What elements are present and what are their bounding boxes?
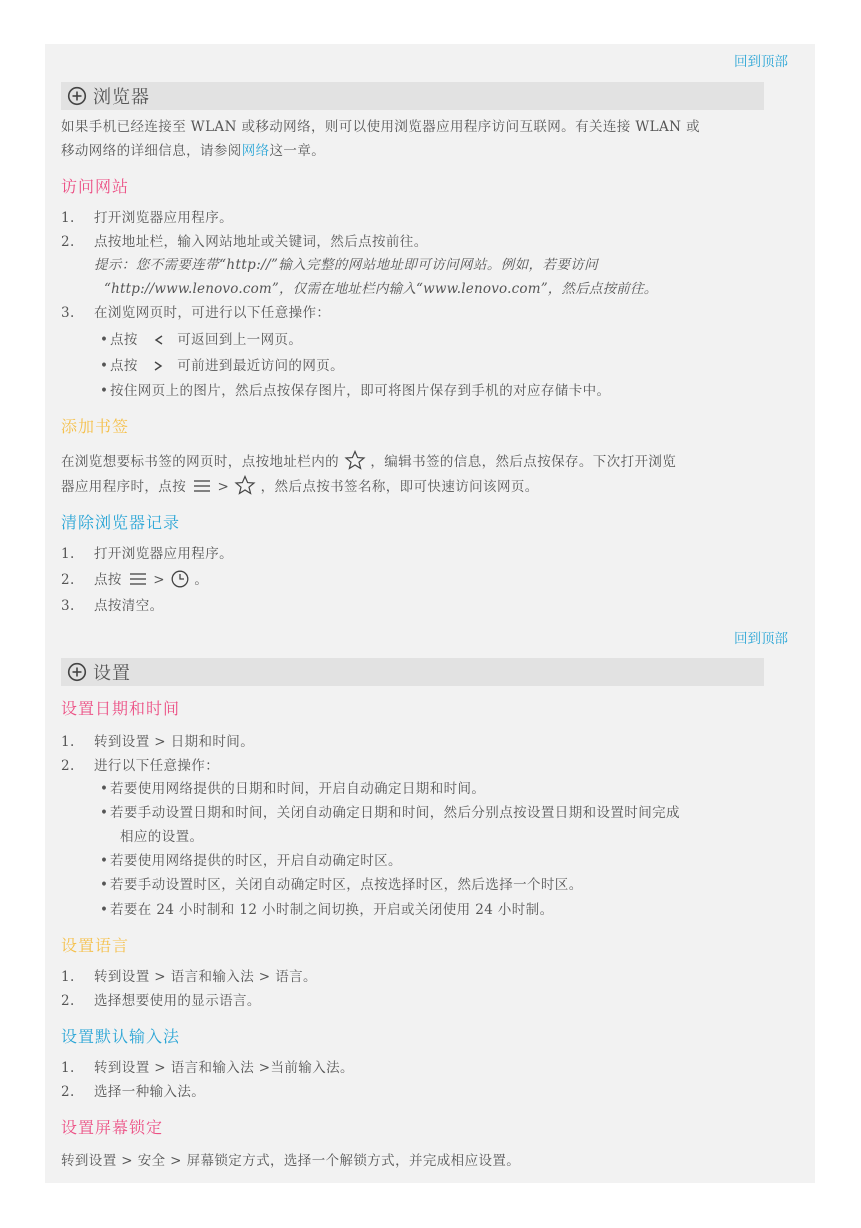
datetime-bullet-5 bbox=[100, 901, 553, 919]
step-number: 3. bbox=[61, 598, 75, 614]
bookmark-line-2 bbox=[61, 478, 539, 496]
step-number: 1. bbox=[61, 210, 75, 226]
bookmark-line-1 bbox=[61, 453, 676, 471]
bullet: • bbox=[100, 781, 109, 797]
clear-step-1 bbox=[61, 545, 233, 563]
section-bar-browser[interactable] bbox=[61, 82, 764, 110]
separator: > bbox=[153, 572, 165, 588]
step-number: 2. bbox=[61, 993, 75, 1009]
visit-step-3 bbox=[61, 304, 330, 322]
visit-bullet-forward bbox=[100, 357, 344, 375]
expand-plus-icon[interactable] bbox=[67, 662, 87, 682]
page bbox=[45, 44, 815, 1183]
heading-default-ime: 设置默认输入法 bbox=[61, 1027, 181, 1046]
heading-clear-history: 清除浏览器记录 bbox=[61, 513, 181, 532]
browser-intro-line-2 bbox=[61, 142, 325, 160]
step-text: 转到设置 > 日期和时间。 bbox=[94, 734, 255, 750]
forward-chevron-icon bbox=[143, 360, 173, 374]
bullet: • bbox=[100, 332, 109, 348]
section-title: 设置 bbox=[93, 663, 131, 684]
bullet: • bbox=[100, 383, 109, 399]
language-step-1 bbox=[61, 968, 317, 986]
heading-set-datetime: 设置日期和时间 bbox=[61, 699, 181, 718]
step-text: 打开浏览器应用程序。 bbox=[94, 210, 233, 226]
intro-text: 移动网络的详细信息，请参阅 bbox=[61, 143, 242, 159]
heading-set-language: 设置语言 bbox=[61, 936, 130, 955]
clear-step-3 bbox=[61, 597, 164, 615]
bullet-text: 按住网页上的图片，然后点按保存图片，即可将图片保存到手机的对应存储卡中。 bbox=[110, 383, 611, 399]
intro-text-end: 这一章。 bbox=[269, 143, 326, 159]
bullet-text: 若要使用网络提供的日期和时间，开启自动确定日期和时间。 bbox=[110, 781, 486, 797]
step-number: 3. bbox=[61, 305, 75, 321]
screen-lock-line: 转到设置 > 安全 > 屏幕锁定方式，选择一个解锁方式，并完成相应设置。 bbox=[61, 1153, 521, 1169]
step-number: 1. bbox=[61, 546, 75, 562]
bullet-text: 若要手动设置日期和时间，关闭自动确定日期和时间，然后分别点按设置日期和设置时间完成 bbox=[110, 805, 680, 821]
heading-screen-lock: 设置屏幕锁定 bbox=[61, 1118, 164, 1137]
ime-step-2 bbox=[61, 1083, 205, 1101]
visit-tip-line-1: 提示：您不需要连带“http://”输入完整的网站地址即可访问网站。例如，若要访问 bbox=[94, 257, 599, 273]
step-text: 转到设置 > 语言和输入法 >当前输入法。 bbox=[94, 1060, 354, 1076]
step-number: 1. bbox=[61, 969, 75, 985]
step-number: 2. bbox=[61, 572, 75, 588]
bullet-text: 若要手动设置时区，关闭自动确定时区，点按选择时区，然后选择一个时区。 bbox=[110, 877, 583, 893]
back-to-top-link[interactable]: 回到顶部 bbox=[734, 54, 788, 70]
bookmark-text-end: ，编辑书签的信息，然后点按保存。下次打开浏览 bbox=[370, 454, 677, 470]
bullet-text: 点按 bbox=[110, 332, 138, 348]
separator: > bbox=[217, 479, 230, 495]
heading-add-bookmark: 添加书签 bbox=[61, 417, 130, 436]
step-text: 选择一种输入法。 bbox=[94, 1084, 206, 1100]
menu-icon bbox=[191, 478, 213, 494]
bookmark-text-end: ，然后点按书签名称，即可快速访问该网页。 bbox=[260, 479, 539, 495]
menu-icon bbox=[127, 571, 149, 587]
bullet-text: 若要在 24 小时制和 12 小时制之间切换，开启或关闭使用 24 小时制。 bbox=[110, 902, 554, 918]
step-text: 选择想要使用的显示语言。 bbox=[94, 993, 261, 1009]
bullet-text: 点按 bbox=[110, 358, 138, 374]
step-text: 打开浏览器应用程序。 bbox=[94, 546, 233, 562]
step-number: 1. bbox=[61, 1060, 75, 1076]
clear-step-2 bbox=[61, 571, 208, 589]
language-step-2 bbox=[61, 992, 261, 1010]
step-number: 2. bbox=[61, 1084, 75, 1100]
datetime-bullet-2-cont: 相应的设置。 bbox=[120, 829, 204, 845]
step-text: 点按 bbox=[94, 572, 122, 588]
datetime-bullet-3 bbox=[100, 852, 402, 870]
visit-step-1 bbox=[61, 209, 233, 227]
bullet: • bbox=[100, 805, 109, 821]
section-bar-settings[interactable] bbox=[61, 658, 764, 686]
datetime-bullet-2 bbox=[100, 804, 680, 822]
visit-bullet-back bbox=[100, 331, 302, 349]
heading-visit-website: 访问网站 bbox=[61, 177, 130, 196]
ime-step-1 bbox=[61, 1059, 354, 1077]
step-number: 1. bbox=[61, 734, 75, 750]
visit-tip-line-2: “http://www.lenovo.com”，仅需在地址栏内输入“www.lenovo.com”，然后点按前往。 bbox=[104, 281, 658, 297]
datetime-step-1 bbox=[61, 733, 254, 751]
visit-step-2 bbox=[61, 233, 428, 251]
expand-plus-icon[interactable] bbox=[67, 86, 87, 106]
bookmark-text: 器应用程序时，点按 bbox=[61, 479, 187, 495]
clock-icon bbox=[170, 569, 190, 589]
step-text: 在浏览网页时，可进行以下任意操作： bbox=[94, 305, 331, 321]
visit-bullet-save-image bbox=[100, 382, 610, 400]
star-icon bbox=[234, 475, 256, 495]
section-title: 浏览器 bbox=[93, 87, 150, 108]
bullet: • bbox=[100, 902, 109, 918]
datetime-bullet-4 bbox=[100, 876, 583, 894]
network-link[interactable]: 网络 bbox=[241, 143, 270, 159]
bullet-text-end: 可返回到上一网页。 bbox=[177, 332, 303, 348]
bullet: • bbox=[100, 358, 109, 374]
datetime-step-2 bbox=[61, 757, 219, 775]
step-number: 2. bbox=[61, 758, 75, 774]
bookmark-text: 在浏览想要标书签的网页时，点按地址栏内的 bbox=[61, 454, 339, 470]
bullet-text-end: 可前进到最近访问的网页。 bbox=[177, 358, 345, 374]
bullet-text: 若要使用网络提供的时区，开启自动确定时区。 bbox=[110, 853, 402, 869]
bullet: • bbox=[100, 877, 109, 893]
datetime-bullet-1 bbox=[100, 780, 485, 798]
bullet: • bbox=[100, 853, 109, 869]
step-text: 转到设置 > 语言和输入法 > 语言。 bbox=[94, 969, 317, 985]
step-text: 进行以下任意操作： bbox=[94, 758, 220, 774]
browser-intro-line-1: 如果手机已经连接至 WLAN 或移动网络，则可以使用浏览器应用程序访问互联网。有关连接 WLAN 或 bbox=[61, 119, 700, 135]
back-to-top-link[interactable]: 回到顶部 bbox=[734, 631, 788, 647]
step-text: 点按清空。 bbox=[94, 598, 164, 614]
step-text-end: 。 bbox=[194, 572, 209, 588]
step-number: 2. bbox=[61, 234, 75, 250]
step-text: 点按地址栏，输入网站地址或关键词，然后点按前往。 bbox=[94, 234, 428, 250]
back-chevron-icon bbox=[143, 334, 173, 348]
star-icon bbox=[344, 450, 366, 470]
